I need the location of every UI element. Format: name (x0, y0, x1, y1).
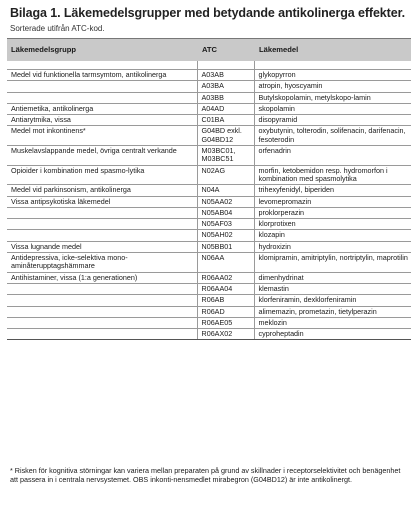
atc-cell: N05AH02 (197, 230, 254, 241)
table-row (7, 92, 411, 103)
group-cell: Muskelavslappande medel, övriga centralt verkande (7, 146, 197, 166)
group-cell: Medel vid funktionella tarmsymtom, antikolinerga (7, 70, 197, 81)
drug-cell: klomipramin, amitriptylin, nortriptylin, maprotilin (254, 253, 411, 273)
drug-cell: klorfeniramin, dexklorfeniramin (254, 295, 411, 306)
atc-cell: N04A (197, 185, 254, 196)
atc-cell: R06AA02 (197, 272, 254, 283)
table-row (7, 253, 411, 273)
drug-cell: meklozin (254, 317, 411, 328)
drug-cell: hydroxizin (254, 241, 411, 252)
drug-cell: trihexyfenidyl, biperiden (254, 185, 411, 196)
table-row (7, 196, 411, 207)
drug-cell: atropin, hyoscyamin (254, 81, 411, 92)
table-header-row (7, 39, 411, 62)
group-cell: Antidepressiva, icke-selektiva mono-aminåterupptagshämmare (7, 253, 197, 273)
table-row (7, 219, 411, 230)
table-row (7, 306, 411, 317)
table-row (7, 272, 411, 283)
group-cell: Opioider i kombination med spasmo-lytika (7, 165, 197, 185)
drug-cell: cyproheptadin (254, 329, 411, 340)
group-cell (7, 219, 197, 230)
atc-cell: A04AD (197, 103, 254, 114)
document-subtitle: Sorterade utifrån ATC-kod. (10, 24, 105, 33)
table-row (7, 115, 411, 126)
drug-cell: skopolamin (254, 103, 411, 114)
table-row (7, 317, 411, 328)
drug-cell: orfenadrin (254, 146, 411, 166)
atc-cell: R06AD (197, 306, 254, 317)
group-cell: Antiemetika, antikolinerga (7, 103, 197, 114)
atc-cell: R06AX02 (197, 329, 254, 340)
drug-table (7, 38, 411, 340)
atc-cell: M03BC01, M03BC51 (197, 146, 254, 166)
group-cell (7, 92, 197, 103)
atc-cell: N05AF03 (197, 219, 254, 230)
group-cell (7, 81, 197, 92)
drug-cell: klozapin (254, 230, 411, 241)
drug-cell: klemastin (254, 283, 411, 294)
atc-cell: N05BB01 (197, 241, 254, 252)
atc-cell: N06AA (197, 253, 254, 273)
drug-cell: morfin, ketobemidon resp. hydromorfon i kombination med spasmolytika (254, 165, 411, 185)
atc-cell: N02AG (197, 165, 254, 185)
atc-cell: C01BA (197, 115, 254, 126)
atc-cell: G04BD exkl. G04BD12 (197, 126, 254, 146)
table-row (7, 126, 411, 146)
drug-cell: dimenhydrinat (254, 272, 411, 283)
header-group: Läkemedelsgrupp (7, 39, 197, 62)
drug-cell: alimemazin, prometazin, tietylperazin (254, 306, 411, 317)
group-cell (7, 295, 197, 306)
table-row (7, 70, 411, 81)
table-row (7, 295, 411, 306)
drug-cell: oxybutynin, tolterodin, solifenacin, darifenacin, fesoterodin (254, 126, 411, 146)
atc-cell: R06AA04 (197, 283, 254, 294)
drug-cell: Butylskopolamin, metylskopo-lamin (254, 92, 411, 103)
header-drug: Läkemedel (254, 39, 411, 62)
table-row (7, 241, 411, 252)
atc-cell: R06AE05 (197, 317, 254, 328)
group-cell (7, 306, 197, 317)
group-cell: Vissa lugnande medel (7, 241, 197, 252)
group-cell: Antihistaminer, vissa (1:a generationen) (7, 272, 197, 283)
table-row (7, 165, 411, 185)
atc-cell: A03BA (197, 81, 254, 92)
drug-cell: klorprotixen (254, 219, 411, 230)
group-cell (7, 317, 197, 328)
group-cell (7, 283, 197, 294)
table-row (7, 146, 411, 166)
atc-cell: N05AA02 (197, 196, 254, 207)
table-row (7, 103, 411, 114)
group-cell (7, 329, 197, 340)
group-cell (7, 230, 197, 241)
spacer-cell (7, 61, 197, 70)
table-row (7, 329, 411, 340)
spacer-cell (254, 61, 411, 70)
atc-cell: N05AB04 (197, 207, 254, 218)
table-row (7, 230, 411, 241)
table-spacer-row (7, 61, 411, 70)
footnote: * Risken för kognitiva störningar kan variera mellan preparaten på grund av skillnader i receptorselektivitet och benägenhet att passera in i centrala nervsystemet. OBS inkonti-nensmedlet mirabegron (G04BD12) är inte antikolinergt. (10, 466, 401, 484)
header-atc: ATC (197, 39, 254, 62)
table-row (7, 283, 411, 294)
table-row (7, 207, 411, 218)
drug-cell: glykopyrron (254, 70, 411, 81)
atc-cell: A03BB (197, 92, 254, 103)
group-cell: Antiarytmika, vissa (7, 115, 197, 126)
table-row (7, 81, 411, 92)
group-cell: Medel vid parkinsonism, antikolinerga (7, 185, 197, 196)
atc-cell: R06AB (197, 295, 254, 306)
spacer-cell (197, 61, 254, 70)
atc-cell: A03AB (197, 70, 254, 81)
group-cell (7, 207, 197, 218)
drug-cell: disopyramid (254, 115, 411, 126)
group-cell: Medel mot inkontinens* (7, 126, 197, 146)
group-cell: Vissa antipsykotiska läkemedel (7, 196, 197, 207)
drug-cell: proklorperazin (254, 207, 411, 218)
document-title: Bilaga 1. Läkemedelsgrupper med betydande antikolinerga effekter. (10, 6, 406, 20)
table-row (7, 185, 411, 196)
drug-cell: levomepromazin (254, 196, 411, 207)
